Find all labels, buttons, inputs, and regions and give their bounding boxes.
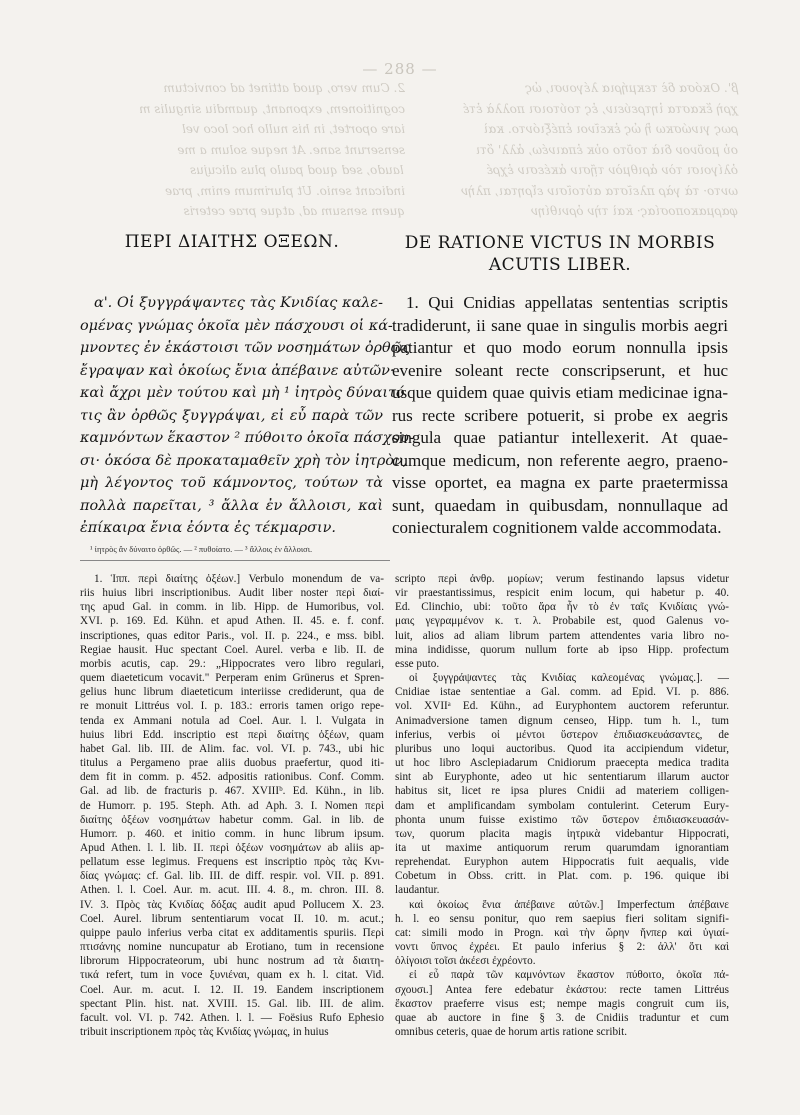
commentary-line: 1. Ἱππ. περὶ διαίτης ὀξέων.] Verbulo monendum de va- [94,573,384,585]
commentary-line: IV. 3. Πρὸς τὰς Κνιδίας δόξας audit apud Pollucem X. 23. [80,898,384,911]
commentary-line: τικά refert, tum in voce ξυνιέναι, quam ex h. l. citat. Vid. [80,969,384,982]
commentary-line: reprehendat. Euryphon autem Hippocratis fuit aequalis, vide [395,856,729,869]
commentary-line: ut hoc libro Asclepiadarum Cnidiorum praecepta medica tradita [395,757,729,770]
bleed-through-line: β'. Οκόσα δὲ τεκμήρια λέγουσι, ὡς [525,81,738,95]
commentary-line: vir praestantissimus, respicit enim locum, qui habetur p. 40. [395,587,729,600]
commentary-line: re monuit Littréus vol. I. p. 183.: erroris tamen origo repe- [80,700,384,713]
greek-text-line: μὴ λέγοντος τοῦ κάμνοντος, τούτων τὰ [80,475,383,491]
commentary-line: Cobetum in Obss. critt. in Plat. com. p. 196. quique ibi [395,870,729,883]
commentary-line: ἕκαστον praeferre visus est; nempe magis congruit cum iis, [395,997,729,1010]
page-number: — 288 — [362,60,438,78]
commentary-line: Apud Athen. l. l. lib. II. περὶ ὀξέων νοσημάτων ab aliis ap- [80,841,384,854]
commentary-line: inferius, verbis οἱ μέντοι ὕστερον ἐπιδιασκευάσαντες, de [395,728,729,741]
latin-text-line: singula quae patiantur intellexerit. At quae- [392,428,728,447]
commentary-line: Regiae hausit. Huc spectant Coel. Aurel. verba e lib. II. de [80,643,384,656]
commentary-line: titulus a Pergameno prae aliis duobus praefertur, quod iti- [80,757,384,770]
commentary-line: μαις γεγραμμένον κ. τ. λ. Probabile est, quod Galenus vo- [395,615,729,628]
commentary-line: spectant Plin. hist. nat. XVIII. 15. Gal. lib. III. de alim. [80,997,384,1010]
commentary-line: phonta unum fuisse existimo τῶν ὕστερον ἐπιδιασκευασάν- [395,813,729,826]
commentary-line: tenda ex Ammani notula ad Coel. Aur. l. l. Vulgata in [80,714,384,727]
commentary-line: εἰ εὖ παρὰ τῶν καμνόντων ἕκαστον πύθοιτο, ὁκοῖα πά- [409,969,729,982]
commentary-line: dam et amplificandam symbolam contulerint. Ceterum Eury- [395,799,729,812]
commentary-line: Athen. l. l. Coel. Aur. m. acut. III. 4. 8., m. chron. III. 8. [80,884,384,897]
greek-text-line: καμνόντων ἕκαστον ² πύθοιτο ὁκοῖα πάσχου- [80,430,414,446]
commentary-line: riis huius libri inscriptionibus. Audit liber noster περὶ διαί- [80,587,384,600]
commentary-line: habet Gal. lib. III. de Alim. fac. vol. VI. p. 743., ubi hic [80,742,384,755]
commentary-line: dem fit in comm. p. 452. adpositis rationibus. Conf. Comm. [80,771,384,784]
commentary-line: πτισάνης nomine nuncupatur ab Erotiano, tum in recensione [80,941,384,954]
commentary-line: pellatum esse legimus. Frequens est inscriptio πρὸς τὰς Κνι- [80,856,384,869]
commentary-line: quem diaeteticum vocavit." Perperam enim Grünerus et Spren- [80,672,384,685]
commentary-line: καὶ ὁκοίως ἔνια ἀπέβαινε αὐτῶν.] Imperfectum ἀπέβαινε [409,898,729,911]
bleed-through-line: ὀλίγοισι τὸν ἀριθμὸν τῇσιν ἀκέεσιν ἐχρέ [486,163,738,177]
greek-text-block [80,292,414,540]
latin-title-line: ACUTIS LIBER. [488,255,632,275]
bleed-through-line: ρως γινώσκω ἢ ὡς ἐκεῖνοι ἐπέξιόντο. καὶ [483,122,738,136]
bleed-through-left [139,78,405,222]
commentary-line: huius libri Edd. inscriptio est περὶ διαίτης ὀξέων, quam [80,728,384,741]
bleed-through-line: senserunt sane. At neque solum a me [177,142,405,157]
commentary-line: h. l. eo sensu ponitur, quo rem saepius fieri solitam signifi- [395,912,729,925]
greek-text-line: μνοντες ἐν ἑκάστοισι τῶν νοσημάτων ὀρθῶς [80,340,411,356]
latin-text-line: 1. Qui Cnidias appellatas sententias scriptis [406,293,728,312]
commentary-line: της apud Gal. in comm. in lib. Hipp. de Humoribus, vol. [80,601,384,614]
commentary-line: inscriptiones, quas editor Paris., vol. II. p. 224., e mss. bibl. [80,629,384,642]
bleed-through-line: ωντο· τὰ γὰρ πλεῖστα αὐτοῖσιν εἴρηται, πλὴν [460,183,738,198]
commentary-line: librorum Hippocrateorum, ubi hunc nostrum ad τὰ διαιτη- [80,955,384,968]
latin-text-line: coniecturalem cognitionem valde accommodata. [392,518,722,537]
commentary-line: vol. XVIIᵃ Ed. Kühn., ad Euryphontem auctorem referuntur. [395,700,729,713]
commentary-line: scripto περὶ ἀνθρ. μορίων; verum festinando lapsus videtur [395,573,729,585]
commentary-line: habitus sit, licet re ipsa plures Cnidii ad materiem colligen- [395,785,729,798]
commentary-line: XVI. p. 169. Ed. Kühn. et apud Athen. II. 45. e. f. conf. [80,615,384,628]
bleed-through-line: indicant senio. Ut plurimum enim, prae [164,183,405,198]
greek-text-line: ομένας γνώμας ὁκοῖα μὲν πάσχουσι οἱ κά- [80,317,393,334]
bleed-through-line: 2. Cum vero, quod attinet ad convictum [163,81,405,95]
latin-text-line: usque quidem quae quivis etiam medicinae igna- [392,383,728,402]
bleed-through-line: οὐ μοῦνον διὰ τοῦτο οὐκ ἐπαινέω, ἀλλ' ὅτι [475,142,738,157]
commentary-line: Humorr. p. 460. et initio comm. in hunc librum ipsum. [80,827,384,840]
bleed-through-line: iare oportet, in his nullo hoc loco vel [181,122,405,136]
greek-text-line: καὶ ἄχρι μὲν τούτου καὶ μὴ ¹ ἰητρὸς δύναιτό [80,385,405,401]
latin-title-line: DE RATIONE VICTUS IN MORBIS [404,233,716,253]
commentary-line: Coel. Aur. m. acut. I. 12. II. 19. Eandem inscriptionem [80,983,384,996]
greek-text-line: τις ἂν ὀρθῶς ξυγγράψαι, εἰ εὖ παρὰ τῶν [80,407,383,424]
commentary-line: των, quorum placita magis ἰητρικὰ videbantur Hippocrati, [395,827,729,840]
commentary-line: Coel. Aurel. librum sententiarum vocat II. 10. m. acut.; [80,912,384,925]
commentary-left-column [80,572,384,1039]
bleed-through-line: φαρμακοποσίας· καὶ τὴν ὀρνιθίην [530,204,738,218]
commentary-line: mina indidisse, quorum nullum forte ab ipso Hipp. profectum [395,643,729,656]
commentary-line: ὀλίγοισι τοῖσι ἀκέεσι ἐχρέοντο. [395,955,536,968]
latin-text-line: cumque medicum, non referente aegro, praeno- [392,450,728,470]
greek-title: ΠΕΡΙ ΔΙΑΙΤΗΣ ΟΞΕΩΝ. [124,232,340,252]
bleed-through-line: laudo, sed quod paulo plus alicujus [190,163,404,177]
footnote-rule [80,560,390,561]
commentary-line: facult. vol. VI. p. 742. Athen. l. l. — Foësius Rufo Ephesio [80,1011,384,1024]
bleed-through-line: cognitionem, exponant, quamdiu singulis m [139,101,405,116]
bleed-through-right [418,78,738,222]
commentary-line: luit, alios ad aliam librum partem attendentes varia libro no- [395,629,729,642]
commentary-line: διαίτης ὀξέων νοσημάτων habetur comm. Gal. in lib. de [80,813,384,826]
commentary-line: sint ab Euryphonte, adeo ut hic sententiarum illarum auctor [395,771,729,784]
commentary-line: laudantur. [395,884,440,897]
commentary-line: σχουσι.] Antea fere edebatur ἑκάστου: recte tamen Littréus [395,983,729,996]
commentary-line: morbis acutis, cap. 29.: „Hippocrates vero libro regulari, [80,657,384,670]
latin-text-line: patiantur et quo modo eorum nonnulla ipsis [392,338,728,357]
latin-text-line: rus recte scribere potuerit, si probe ex aegris [392,405,728,425]
latin-title [395,232,725,276]
greek-text-line: ἐπίκαιρα ἔνια ἐόντα ἐς τέκμαρσιν. [80,520,336,536]
commentary-line: quippe paulo inferius verba citat ex additamentis spuriis. Περὶ [80,926,384,939]
bleed-through-line: quem sensum ad, atque prae ceteris [183,204,405,218]
latin-text-line: tradiderunt, ii sane quae in singulis morbis aegri [392,315,728,335]
commentary-line: Gal. ad lib. de fracturis p. 467. XVIIIᵇ. Ed. Kühn., in lib. [80,785,384,798]
commentary-line: Ed. Clinchio, ubi: τοῦτο ἄρα ἦν τὸ ἐν ταῖς Κνιδίαις γνώ- [395,601,729,614]
greek-text-line: α'. Οἱ ξυγγράψαντες τὰς Κνιδίας καλε- [94,295,383,311]
greek-text-line: σι· ὁκόσα δὲ προκαταμαθεῖν χρὴ τὸν ἰητρὸν, [80,452,408,469]
commentary-line: cat: simili modo in Progn. καὶ τὴν ὥρην ἥνπερ καὶ ὑγιαί- [395,926,729,939]
commentary-line: pluribus uno loqui auctoribus. Quod ita accipiendum videtur, [395,742,729,755]
commentary-line: esse puto. [395,657,440,670]
greek-text-line: πολλὰ παρεῖται, ³ ἄλλα ἐν ἄλλοισι, καὶ [80,497,383,514]
commentary-line: οἱ ξυγγράψαντες τὰς Κνιδίας καλεομένας γνώμας.]. — [409,672,729,685]
commentary-line: Cnidiae istae sententiae a Gal. comm. ad Epid. VI. p. 886. [395,686,729,699]
commentary-line: quae ab auctore in fine § 3. de Cnidiis traduntur et cum [395,1011,729,1024]
greek-text-line: ἔγραψαν καὶ ὁκοίως ἔνια ἀπέβαινε αὐτῶν· [80,362,395,379]
commentary-line: Animadversione tamen dignum censeo, Hipp. tum h. l., tum [395,714,729,727]
latin-text-line: visse oportet, ea magna ex parte praetermissa [392,473,728,492]
commentary-line: gelius hunc librum diaeteticum interiisse crediderunt, qua de [80,686,384,699]
commentary-right-column [395,572,729,1039]
latin-text-line: sunt, quaedam in quibusdam, nonnullaque ad [392,495,728,515]
latin-text-block [392,292,728,540]
bleed-through-line: χρὴ ἕκαστα ἰητρεύειν, ἐς τούτοισι πολλὰ ἐτέ [462,101,738,116]
latin-text-line: evenire soleant recte conscripserunt, et huc [392,360,728,380]
commentary-line: ita ut maxime antiquorum rerum quarumdam ignorantiam [395,841,729,854]
commentary-line: omnibus ceteris, quae de horum artis ratione scribit. [395,1026,628,1038]
commentary-line: δίας γνώμας: cf. Gal. lib. III. de diff. respir. vol. VII. p. 891. [80,870,384,883]
critical-apparatus: ¹ ἰητρὸς ἂν δύναιτο ὀρθῶς. — ² πυθοίατο. — ³ ἄλλοις ἐν ἄλλοισι. [90,544,313,554]
commentary-line: tribuit inscriptionem πρὸς τὰς Κνιδίας γνώμας, in huius [80,1026,329,1038]
commentary-line: νοντι ὕπνος ἐχρέει. Et paulo inferius § 2: ἀλλ' ὅτι καὶ [395,941,729,954]
commentary-line: de Humorr. p. 195. Steph. Ath. ad Aph. 3. I. Nomen περὶ [80,799,384,812]
